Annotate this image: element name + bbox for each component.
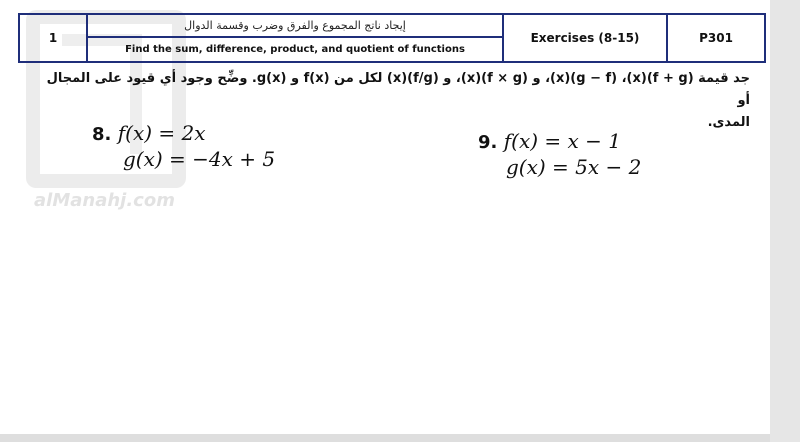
function-f: f(x) = 2x (117, 121, 206, 145)
exercises-range: Exercises (8-15) (504, 15, 668, 61)
page-margin (770, 0, 800, 442)
lesson-title-arabic: إيجاد ناتج المجموع والفرق وضرب وقسمة الدوال (88, 15, 502, 38)
function-f: f(x) = x − 1 (503, 129, 621, 153)
lesson-title-english: Find the sum, difference, product, and quotient of functions (125, 44, 465, 55)
function-g: g(x) = −4x + 5 (123, 147, 276, 171)
instruction-line-1: جد قيمة (f + g)(x)، (g − f)(x)، و (f × g)(x)، و (f/g)(x) لكل من f(x) و g(x). وضِّح وجود أي قيود على المجال أو (46, 71, 750, 108)
lesson-title-cell (88, 15, 504, 61)
function-g: g(x) = 5x − 2 (506, 155, 642, 179)
watermark-text: alManahj.com (34, 190, 175, 211)
problem-number: 8. (92, 124, 112, 145)
problem-number: 9. (478, 132, 498, 153)
page-bottom-edge (0, 434, 770, 442)
problem-8 (92, 120, 275, 172)
lesson-number: 1 (20, 15, 88, 61)
page-reference: P301 (699, 31, 733, 45)
header-table (18, 13, 766, 63)
instruction-line-2: المدى. (707, 115, 750, 130)
problem-9 (478, 128, 641, 180)
